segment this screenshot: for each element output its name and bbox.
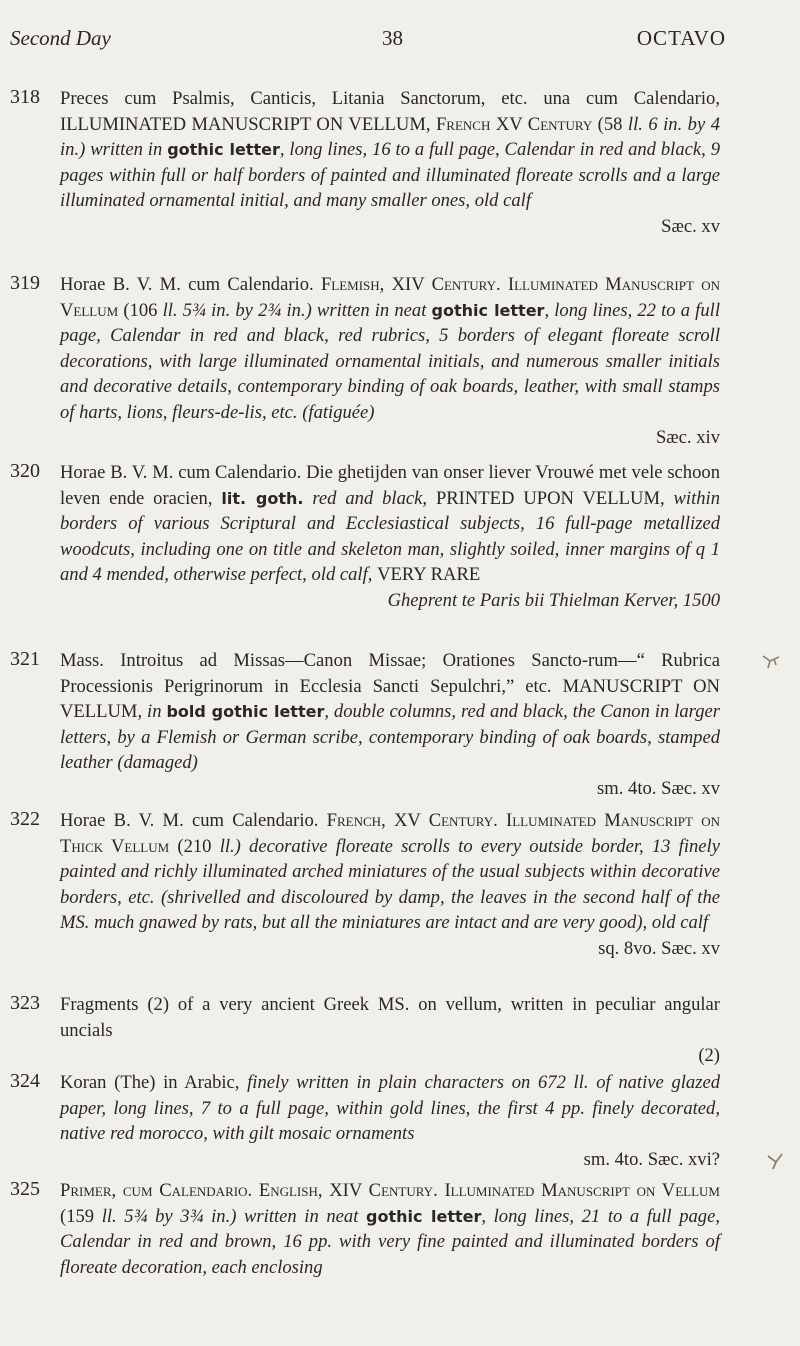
lot-text-run: Fragments (2) of a very ancient Greek MS. on vellum, written in peculiar angular uncials — [60, 994, 720, 1041]
ink-mark — [760, 652, 784, 672]
lot-text-run: ILLUMINATED MANUSCRIPT ON VELLUM, French XV Century — [60, 113, 593, 135]
lot-date: sm. 4to. Sæc. xv — [597, 777, 720, 799]
lot-description — [60, 1070, 720, 1172]
lot-description — [60, 460, 720, 613]
lot-number: 323 — [10, 992, 40, 1014]
lot-text-run: ll. 5¾ by 3¾ in.) written in neat — [101, 1205, 366, 1227]
ink-mark — [762, 1150, 786, 1172]
lot-number: 320 — [10, 460, 40, 482]
lot-text-run: VERY RARE — [377, 564, 481, 585]
lot-text-run: bold gothic letter — [166, 702, 325, 721]
lot-text-run: gothic letter — [431, 300, 545, 320]
lot-text-run: Mass. Introitus ad Missas—Canon Missae; Orationes Sancto-rum—“ Rubrica Processionis Perigrinorum in Ecclesia Sancti Sepulchri,” etc. — [60, 650, 720, 697]
lot-text-run: MANUSCRIPT ON VELLUM, — [60, 675, 720, 722]
lot-text-run: ll. 5¾ in. by 2¾ in.) written in neat — [162, 299, 432, 321]
lot-text-run: Koran (The) in Arabic, — [60, 1072, 248, 1093]
lot-number: 318 — [10, 86, 40, 108]
page-header — [0, 26, 800, 56]
lot-text-run: Flemish, XIV Century. Illuminated Manuscript on Vellum — [60, 274, 720, 321]
lot-text-run: within borders of various Scriptural and Ecclesiastical subjects, 16 full-page metallized woodcuts, including one on title and skeleton man, slightly soiled, inner margins of q 1 and 4 mended, otherwise perfect, old calf, — [60, 487, 721, 585]
lot-text-run: French, XV Century. Illuminated Manuscript on Thick Vellum — [60, 810, 720, 857]
lot-text-run: Horae B. V. M. cum Calendario. — [60, 274, 321, 295]
lot-description — [60, 272, 720, 451]
lot-description — [60, 808, 720, 961]
lot-description — [60, 1178, 720, 1280]
page-number: 38 — [382, 26, 403, 50]
lot-description — [60, 86, 720, 239]
lot-number: 322 — [10, 808, 40, 830]
lot-number: 321 — [10, 648, 40, 670]
lot-date: (2) — [698, 1045, 720, 1066]
lot-text-run: Primer, cum Calendario. English, XIV Century. Illuminated Manuscript on Vellum — [60, 1180, 720, 1201]
lot-text-run: gothic letter — [366, 1206, 482, 1226]
lot-date: Gheprent te Paris bii Thielman Kerver, 1500 — [387, 589, 720, 611]
lot-text-run: ll.) decorative floreate scrolls to every outside border, 13 finely painted and richly illuminated arched miniatures of the usual subjects within decorative borders, etc. (shrivelled and discoloured by damp, the leaves in the second half of the MS. much gnawed by rats, but all the miniatures are intact and are very good), old calf — [60, 835, 720, 933]
lot-date: sq. 8vo. Sæc. xv — [598, 937, 720, 959]
lot-text-run: Preces cum Psalmis, Canticis, Litania Sanctorum, etc. una cum Calendario, — [60, 88, 720, 109]
running-head-left: Second Day — [10, 26, 111, 50]
lot-text-run: (210 — [169, 835, 220, 857]
lot-text-run: , long lines, 16 to a full page, Calendar in red and black, 9 pages within full or half borders of painted and illuminated floreate scrolls and a large illuminated ornamental initial, and many smaller ones, old calf — [60, 139, 720, 211]
lot-number: 324 — [10, 1070, 40, 1092]
lot-description — [60, 648, 720, 801]
lot-text-run: Horae B. V. M. cum Calendario. Die ghetijden van onser liever Vrouwé met vele schoon leven ende oracien, — [60, 462, 720, 509]
lot-text-run: red and black, — [303, 487, 436, 509]
lot-date: Sæc. xv — [661, 215, 720, 237]
lot-text-run: , long lines, 21 to a full page, Calendar in red and brown, 16 pp. with very fine painted and illuminated borders of floreate decoration, each enclosing — [60, 1205, 720, 1278]
lot-date: sm. 4to. Sæc. xvi? — [583, 1148, 720, 1170]
lot-text-run: (159 — [60, 1205, 102, 1227]
lot-text-run: , long lines, 22 to a full page, Calendar in red and black, red rubrics, 5 borders of elegant floreate scroll decorations, with large illuminated ornamental initials, and numerous smaller initials and decorative details, contemporary binding of oak boards, leather, with small stamps of harts, lions, fleurs-de-lis, etc. (fatiguée) — [60, 299, 720, 423]
lot-text-run: gothic letter — [167, 140, 280, 159]
lot-text-run: finely written in plain characters on 672 ll. of native glazed paper, long lines, 7 to a full page, within gold lines, the first 4 pp. finely decorated, native red morocco, with gilt mosaic ornaments — [60, 1072, 720, 1144]
lot-text-run: (106 — [118, 299, 163, 321]
lot-number: 325 — [10, 1178, 40, 1200]
running-head-right: OCTAVO — [636, 26, 726, 50]
lot-text-run: , double columns, red and black, the Canon in larger letters, by a Flemish or German scribe, contemporary binding of oak boards, stamped leather (damaged) — [60, 701, 720, 773]
lot-description — [60, 992, 720, 1069]
lot-date: Sæc. xiv — [655, 427, 720, 448]
lot-number: 319 — [10, 272, 40, 294]
lot-text-run: lit. goth. — [221, 488, 304, 508]
lot-text-run: (58 — [592, 113, 628, 135]
lot-text-run: Horae B. V. M. cum Calendario. — [60, 810, 327, 831]
lot-text-run: ll. 6 in. by 4 in.) written in — [60, 113, 720, 160]
lot-text-run: in — [142, 701, 167, 722]
lot-text-run: PRINTED UPON VELLUM, — [435, 487, 665, 509]
